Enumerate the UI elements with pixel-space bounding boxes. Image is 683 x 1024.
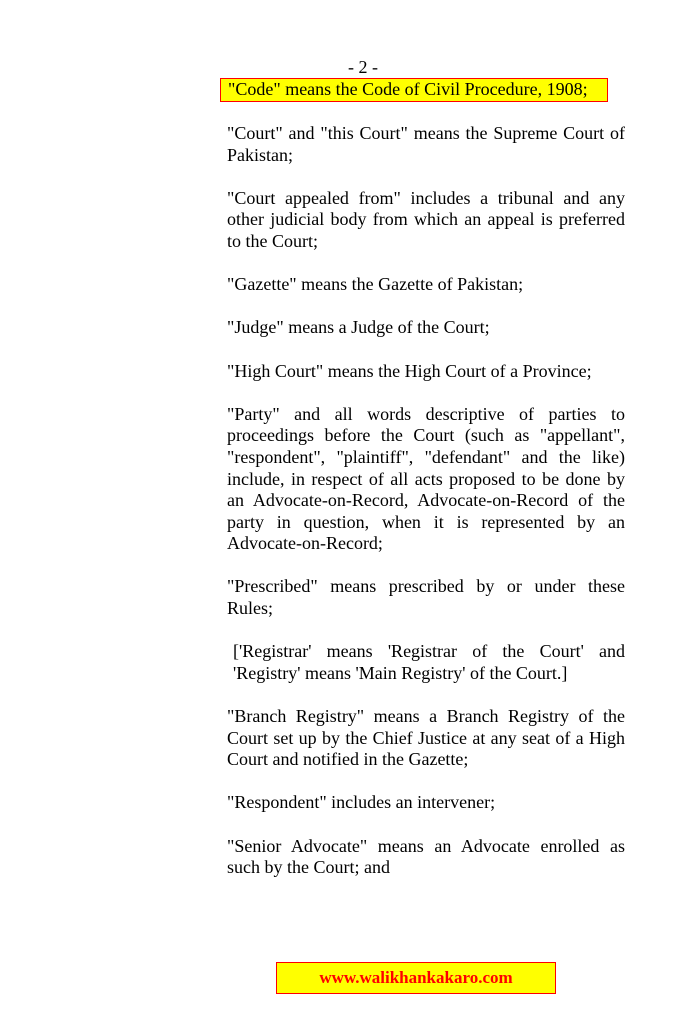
footer-website-link[interactable]: www.walikhankakaro.com	[276, 962, 556, 994]
definitions-list	[227, 123, 625, 900]
definition-prescribed: "Prescribed" means prescribed by or under these Rules;	[227, 576, 625, 619]
definition-court: "Court" and "this Court" means the Supreme Court of Pakistan;	[227, 123, 625, 165]
definition-respondent: "Respondent" includes an intervener;	[227, 792, 496, 813]
definition-registrar: ['Registrar' means 'Registrar of the Court' and 'Registry' means 'Main Registry' of the Court.]	[233, 641, 625, 683]
page-number: - 2 -	[348, 57, 378, 77]
definition-party: "Party" and all words descriptive of parties to proceedings before the Court (such as "appellant", "respondent", "plaintiff", "defendant" and the like) include, in respect of all acts proposed to be done by an Advocate-on-Record, Advocate-on-Record of the party in question, when it is represented by an Advocate-on-Record;	[227, 403, 625, 554]
definition-judge: "Judge" means a Judge of the Court;	[227, 317, 490, 338]
definition-senior-advocate: "Senior Advocate" means an Advocate enrolled as such by the Court; and	[227, 835, 625, 878]
definition-branch-registry: "Branch Registry" means a Branch Registry of the Court set up by the Chief Justice at any seat of a High Court and notified in the Gazette;	[227, 706, 625, 770]
definition-high-court: "High Court" means the High Court of a Province;	[227, 360, 592, 381]
highlighted-definition-code: "Code" means the Code of Civil Procedure, 1908;	[220, 78, 608, 102]
definition-gazette: "Gazette" means the Gazette of Pakistan;	[227, 274, 524, 295]
definition-court-appealed-from: "Court appealed from" includes a tribunal and any other judicial body from which an appeal is preferred to the Court;	[227, 187, 625, 251]
